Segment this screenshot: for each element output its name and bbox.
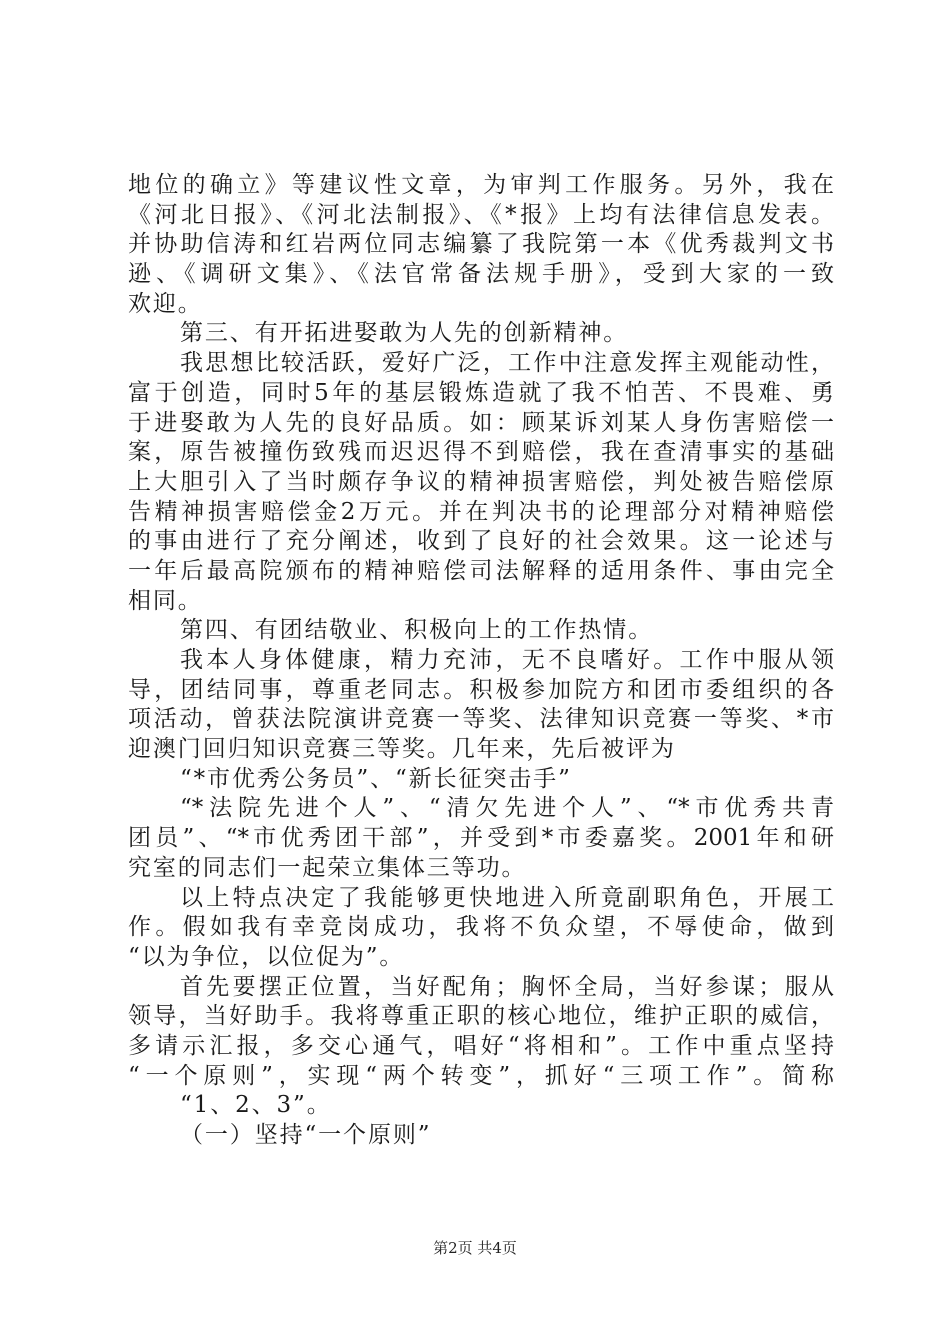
- text-line: 地位的确立》等建议性文章，为审判工作服务。另外，我在: [128, 172, 834, 198]
- body-text: [128, 171, 834, 1151]
- text-line: 第三、有开拓进娶敢为人先的创新精神。: [180, 320, 629, 347]
- text-line: 《河北日报》、《河北法制报》、《*报》上均有法律信息发表。: [128, 201, 834, 228]
- text-line: 团员”、“*市优秀团干部”，并受到*市委嘉奖。2001年和研: [128, 825, 834, 852]
- text-line: 并协助信涛和红岩两位同志编纂了我院第一本《优秀裁判文书: [128, 231, 834, 258]
- text-line: 我本人身体健康，精力充沛，无不良嗜好。工作中服从领: [180, 647, 834, 673]
- text-line: 导，团结同事，尊重老同志。积极参加院方和团市委组织的各: [128, 676, 834, 703]
- text-line: 相同。: [128, 587, 203, 614]
- text-line: 作。假如我有幸竞岗成功，我将不负众望，不辱使命，做到: [128, 914, 834, 941]
- text-line: “以为争位，以位促为”。: [128, 943, 405, 970]
- text-line: “一个原则”，实现“两个转变”，抓好“三项工作”。简称: [128, 1062, 834, 1089]
- text-line: 首先要摆正位置，当好配角；胸怀全局，当好参谋；服从: [180, 973, 834, 1000]
- text-line: 告精神损害赔偿金2万元。并在判决书的论理部分对精神赔偿: [128, 498, 834, 525]
- text-line: 究室的同志们一起荣立集体三等功。: [128, 854, 527, 881]
- text-line: “1、2、3”。: [180, 1092, 332, 1119]
- text-line: “*法院先进个人”、“清欠先进个人”、“*市优秀共青: [180, 795, 834, 822]
- text-line: 的事由进行了充分阐述，收到了良好的社会效果。这一论述与: [128, 528, 834, 555]
- text-line: （一）坚持“一个原则”: [180, 1122, 432, 1148]
- text-line: 我思想比较活跃，爱好广泛，工作中注意发挥主观能动性，: [180, 350, 834, 377]
- text-line: 第四、有团结敬业、积极向上的工作热情。: [180, 617, 654, 644]
- page-footer: 第2页 共4页: [433, 1239, 517, 1257]
- text-line: 逊、《调研文集》、《法官常备法规手册》，受到大家的一致: [128, 261, 834, 288]
- text-line: 以上特点决定了我能够更快地进入所竟副职角色，开展工: [180, 884, 834, 911]
- text-line: 迎澳门回归知识竞赛三等奖。几年来，先后被评为: [128, 736, 676, 763]
- text-line: 上大胆引入了当时颇存争议的精神损害赔偿，判处被告赔偿原: [128, 468, 834, 495]
- text-line: 案，原告被撞伤致残而迟迟得不到赔偿，我在查清事实的基础: [128, 439, 834, 466]
- text-line: 于进娶敢为人先的良好品质。如：顾某诉刘某人身伤害赔偿一: [128, 409, 834, 436]
- text-line: 欢迎。: [128, 290, 203, 317]
- text-line: 富于创造，同时5年的基层锻炼造就了我不怕苦、不畏难、勇: [128, 379, 834, 406]
- text-line: 项活动，曾获法院演讲竞赛一等奖、法律知识竞赛一等奖、*市: [128, 706, 834, 733]
- text-line: 领导，当好助手。我将尊重正职的核心地位，维护正职的威信，: [128, 1003, 834, 1030]
- text-line: 多请示汇报，多交心通气，唱好“将相和”。工作中重点坚持: [128, 1032, 834, 1059]
- text-line: “*市优秀公务员”、“新长征突击手”: [180, 765, 572, 792]
- text-line: 一年后最高院颁布的精神赔偿司法解释的适用条件、事由完全: [128, 557, 834, 584]
